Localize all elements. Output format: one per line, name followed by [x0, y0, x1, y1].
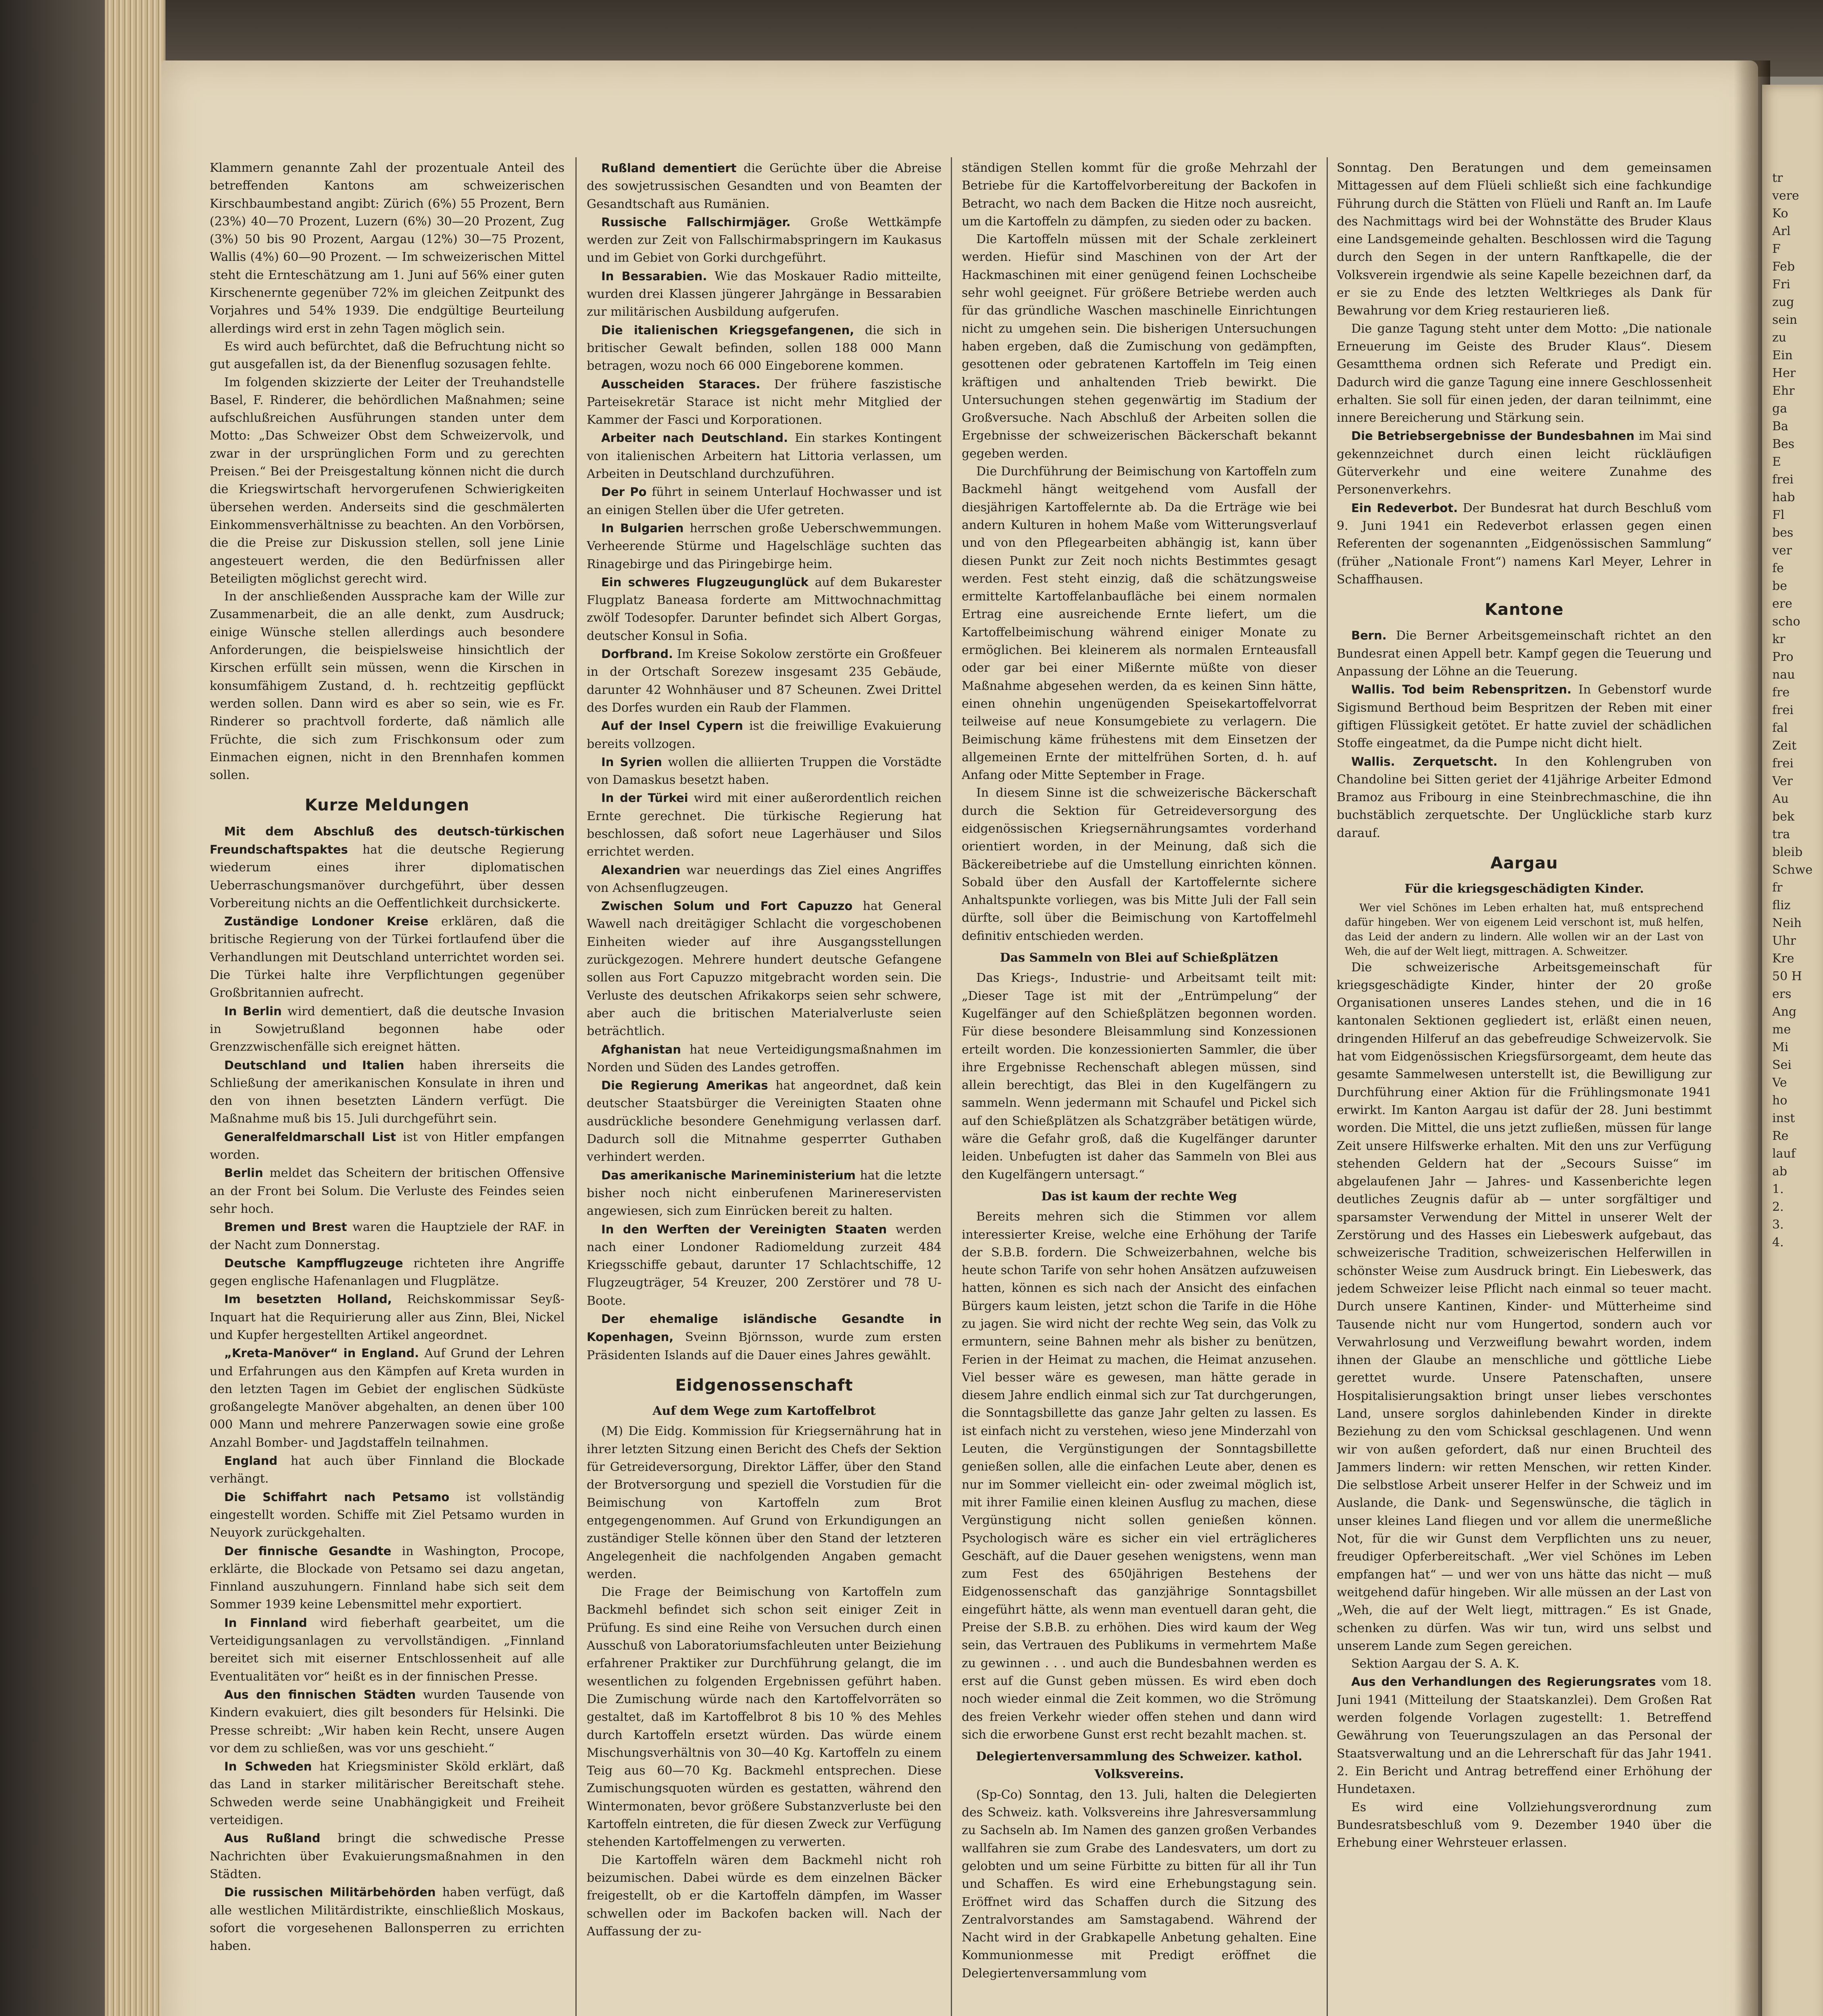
paragraph-text: wird mit einer außerordentlich reichen Ernte gerechnet. Die türkische Regierung hat beschlossen, daß sofort neue Lagerhäuser und Silos errichtet werden.	[587, 791, 942, 859]
article-headline: Für die kriegsgeschädigten Kinder.	[1404, 882, 1644, 896]
news-item-lead: Der ehemalige isländische Gesandte in Kopenhagen,	[587, 1312, 942, 1344]
news-item	[210, 1128, 565, 1164]
section-heading: Aargau	[1490, 854, 1558, 873]
news-item	[210, 1164, 565, 1218]
facing-page-fragment: sein	[1772, 313, 1798, 327]
paragraph	[1337, 159, 1712, 320]
facing-page-fragment: Ba	[1772, 419, 1788, 433]
paragraph-text: hat die deutsche Regierung wiederum eines ihrer diplomatischen Ueberraschungsmanöver durchgeführt, über dessen Vorbereitung nichts an die Oeffentlichkeit durchsickerte.	[210, 842, 565, 910]
news-item	[587, 483, 942, 519]
paragraph-text: herrschen große Ueberschwemmungen. Verheerende Stürme und Hagelschläge suchten das Rinagebirge und das Piringebirge heim.	[587, 521, 942, 571]
paragraph-text: erklären, daß die britische Regierung von der Türkei fortlaufend über die Verhandlungen mit Deutschland unterrichtet worden sei. Die Türkei halte ihre Verpflichtungen gegenüber Großbritannien aufrecht.	[210, 914, 565, 1000]
news-item	[587, 717, 942, 753]
facing-page-fragment: zug	[1772, 295, 1794, 309]
news-item-lead: Russische Fallschirmjäger.	[601, 215, 791, 229]
facing-page-fragment: 50 H	[1772, 969, 1802, 983]
paragraph-text: vom 18. Juni 1941 (Mitteilung der Staatskanzlei). Dem Großen Rat werden folgende Vorlagen zugestellt: 1. Betreffend Gewährung von Teuerungszulagen an das Personal der Staatsverwaltung und an die Lehrerschaft für das Jahr 1941. 2. Ein Bericht und Antrag betreffend einer Erhöhung der Hundetaxen.	[1337, 1675, 1712, 1797]
news-item-lead: Aus den Verhandlungen des Regierungsrates	[1351, 1675, 1656, 1689]
paragraph-text: Große Wettkämpfe werden zur Zeit von Fallschirmabspringern im Kaukasus und im Gebiet von Gorki durchgeführt.	[587, 215, 942, 265]
facing-page-text-edge	[1772, 169, 1821, 2016]
facing-page-fragment: E	[1772, 455, 1781, 469]
facing-page-fragment: fal	[1772, 721, 1788, 735]
news-item-lead: Die Betriebsergebnisse der Bundesbahnen	[1351, 429, 1635, 443]
facing-page-fragment: fe	[1772, 561, 1784, 575]
news-item	[210, 1829, 565, 1883]
paragraph-text: meldet das Scheitern der britischen Offensive an der Front bei Solum. Die Verluste des Feindes seien sehr hoch.	[210, 1166, 565, 1216]
paragraph-text: Sektion Aargau der S. A. K.	[1351, 1657, 1519, 1671]
paragraph-text: die sich in britischer Gewalt befinden, sollen 188 000 Mann betragen, wozu noch 66 000 Eingeborene kommen.	[587, 323, 942, 373]
paragraph-text: Wer viel Schönes im Leben erhalten hat, muß entsprechend dafür hingeben. Wer von eigenem Leid verschont ist, muß helfen, das Leid der andern zu lindern. Alle wollen wir an der Last von Weh, die auf der Welt liegt, mittragen. A. Schweitzer.	[1345, 902, 1704, 958]
facing-page-fragment: nau	[1772, 668, 1795, 682]
news-item-lead: Ausscheiden Staraces.	[601, 377, 760, 391]
news-item	[587, 429, 942, 483]
news-item-lead: Die Schiffahrt nach Petsamo	[224, 1490, 450, 1504]
news-item-lead: In der Türkei	[601, 791, 688, 805]
news-item-lead: Deutsche Kampfflugzeuge	[224, 1256, 403, 1270]
facing-page-fragment: frei	[1772, 756, 1794, 771]
news-item	[210, 823, 565, 912]
paragraph	[210, 159, 565, 338]
paragraph-text: Der frühere faszistische Parteisekretär Starace ist nicht mehr Mitglied der Kammer der Fasci und Korporationen.	[587, 377, 942, 427]
paragraph-text: (M) Die Eidg. Kommission für Kriegsernährung hat in ihrer letzten Sitzung einen Bericht des Chefs der Sektion für Getreideversorgung, Direktor Läffer, über den Stand der Brotversorgung und speziell die Vorstudien für die Beimischung von Kartoffeln zum Brot entgegengenommen. Auf Grund von Erkundigungen an zuständiger Stelle können über den Stand der letzteren Angelegenheit die nachfolgenden Angaben gemacht werden.	[587, 1424, 942, 1581]
facing-page-fragment: frei	[1772, 703, 1794, 717]
news-item	[1337, 627, 1712, 681]
facing-page-fragment: Au	[1772, 792, 1789, 806]
facing-page-fragment: Neih	[1772, 916, 1802, 930]
facing-page-fragment: Mi	[1772, 1040, 1789, 1054]
paragraph-text: ständigen Stellen kommt für die große Mehrzahl der Betriebe für die Kartoffelvorbereitung der Backofen in Betracht, wo nach dem Backen die Hitze noch ausreicht, um die Kartoffeln zu dämpfen, zu sieden oder zu backen.	[962, 161, 1317, 229]
paragraph-text: war neuerdings das Ziel eines Angriffes von Achsenflugzeugen.	[587, 863, 942, 895]
paragraph	[1337, 959, 1712, 1656]
paragraph-text: Das Kriegs-, Industrie- und Arbeitsamt teilt mit: „Dieser Tage ist mit der „Entrümpelung“ der Kugelfänger auf den Schießplätzen begonnen worden. Für diese besondere Bleisammlung sind Konzessionen erteilt worden. Die konzessionierten Sammler, die über ihre Ergebnisse Rechenschaft ablegen müssen, sind allein berechtigt, das Blei in den Kugelfängern zu sammeln. Wenn jedermann mit Schaufel und Pickel sich auf den Schießplätzen als Schatzgräber betätigen würde, wäre die Gefahr groß, daß die Kugelfänger darunter leiden. Unbefugten ist daher das Sammeln von Blei aus den Kugelfängern untersagt.“	[962, 971, 1317, 1182]
paragraph-text: (Sp-Co) Sonntag, den 13. Juli, halten die Delegierten des Schweiz. kath. Volksvereins ihre Jahresversammlung zu Sachseln ab. Im Namen des ganzen großen Verbandes wallfahren sie zum Grabe des Landesvaters, um dort zu gelobten und um seine Fürbitte zu bitten für all ihr Tun und Schaffen. Es wird eine Erhebungstagung sein. Eröffnet wird das Schaffen durch die Sitzung des Zentralvorstandes am Samstagabend. Während der Nacht wird in der Grabkapelle Anbetung gehalten. Eine Kommunionmesse mit Predigt eröffnet die Delegiertenversammlung vom	[962, 1787, 1317, 1981]
news-item	[210, 1290, 565, 1344]
paragraph	[1337, 320, 1712, 427]
facing-page-fragment: Pro	[1772, 650, 1794, 664]
facing-page-fragment: ab	[1772, 1164, 1788, 1179]
news-item-lead: Wallis. Tod beim Rebenspritzen.	[1351, 683, 1572, 697]
facing-page-fragment: fre	[1772, 685, 1790, 700]
page-stack-edge	[105, 0, 165, 2016]
news-item	[210, 1056, 565, 1128]
paragraph	[962, 1208, 1317, 1744]
news-item-lead: Berlin	[224, 1166, 263, 1180]
news-item	[587, 213, 942, 267]
facing-page-fragment: Sei	[1772, 1058, 1792, 1072]
paragraph-text: Im Kreise Sokolow zerstörte ein Großfeuer in der Ortschaft Sorezew insgesamt 235 Gebäude, darunter 42 Wohnhäuser und 87 Scheunen. Zwei Drittel des Dorfes wurden ein Raub der Flammen.	[587, 647, 942, 715]
news-item-lead: Die russischen Militärbehörden	[224, 1885, 436, 1899]
facing-page-fragment: Arl	[1772, 224, 1791, 238]
column-rule	[951, 157, 952, 2016]
news-item-lead: Generalfeldmarschall List	[224, 1130, 396, 1144]
news-item-lead: Zwischen Solum und Fort Capuzzo	[601, 899, 853, 913]
news-item	[210, 1542, 565, 1614]
paragraph-text: Reichskommissar Seyß-Inquart hat die Requirierung aller aus Zinn, Blei, Nickel und Kupfer hergestellten Artikel angeordnet.	[210, 1292, 565, 1342]
paragraph	[962, 1786, 1317, 1983]
news-item	[587, 321, 942, 375]
news-item	[210, 1488, 565, 1542]
news-item	[210, 1344, 565, 1452]
news-item-lead: Der Po	[601, 485, 647, 499]
paragraph-text: hat General Wawell nach dreitägiger Schlacht die vorgeschobenen Einheiten wieder auf ihre Ausgangsstellungen zurückgezogen. Mehrere hundert deutsche Gefangene sollen aus Fort Capuzzo mitgebracht worden sein. Die Verluste des deutschen Afrikakorps seien sehr schwere, aber auch die britischen Materialverluste seien beträchtlich.	[587, 899, 942, 1039]
paragraph-text: Sonntag. Den Beratungen und dem gemeinsamen Mittagessen auf dem Flüeli schließt sich eine fachkundige Führung durch die Stätten von Flüeli und Ranft an. Im Laufe des Nachmittags wird bei der Wohnstätte des Bruder Klaus eine Landsgemeinde gehalten. Beschlossen wird die Tagung durch den Segen in der untern Ranftkapelle, die der Volksverein irgendwie als seine Kapelle bezeichnen darf, da er sie zu Ende des letzten Weltkrieges als Dank für Bewahrung vor dem Krieg restaurieren ließ.	[1337, 161, 1712, 318]
paragraph-text: Es wird auch befürchtet, daß die Befruchtung nicht so gut ausgefallen ist, da der Bienenflug sozusagen fehlte.	[210, 339, 565, 372]
article-column-1	[210, 159, 565, 2016]
facing-page-fragment: scho	[1772, 614, 1800, 629]
paragraph-text: bringt die schwedische Presse Nachrichten über Evakuierungsmaßnahmen in den Städten.	[210, 1831, 565, 1881]
news-item	[587, 573, 942, 645]
news-item	[1337, 499, 1712, 589]
news-item	[210, 1452, 565, 1488]
paragraph-text: hat die letzte bisher noch nicht einberufenen Marinereservisten angewiesen, sich zum Einrücken bereit zu halten.	[587, 1168, 942, 1218]
paragraph-text: haben ihrerseits die Schließung der amerikanischen Konsulate in ihren und den von ihnen besetzten Ländern verfügt. Die Maßnahme muß bis 15. Juli durchgeführt sein.	[210, 1058, 565, 1126]
news-item	[1337, 681, 1712, 752]
news-item-lead: Rußland dementiert	[601, 161, 737, 175]
facing-page-fragment: tra	[1772, 827, 1790, 841]
facing-page-fragment: bleib	[1772, 845, 1803, 859]
facing-page-fragment: Ver	[1772, 774, 1793, 788]
facing-page-fragment: Ein	[1772, 348, 1793, 362]
facing-page-fragment: be	[1772, 579, 1787, 593]
paragraph	[1337, 1799, 1712, 1852]
facing-page-fragment: fr	[1772, 881, 1783, 895]
paragraph-text: ist von Hitler empfangen worden.	[210, 1130, 565, 1162]
paragraph-text: führt in seinem Unterlauf Hochwasser und ist an einigen Stellen über die Ufer getreten.	[587, 485, 942, 517]
article-column-4	[1337, 159, 1712, 2016]
news-item-lead: Alexandrien	[601, 863, 681, 877]
paragraph	[1337, 901, 1712, 959]
news-item-lead: Zuständige Londoner Kreise	[224, 914, 429, 929]
paragraph-text: richteten ihre Angriffe gegen englische Hafenanlagen und Flugplätze.	[210, 1256, 565, 1289]
paragraph	[587, 1583, 942, 1851]
paragraph-text: in Washington, Procope, erklärte, die Blockade von Petsamo sei dazu angetan, Finnland auszuhungern. Finnland habe sich seit dem Sommer 1939 keine Lebensmittel mehr exportiert.	[210, 1544, 565, 1612]
paragraph-text: Die Kartoffeln müssen mit der Schale zerkleinert werden. Hiefür sind Maschinen von der Art der Hackmaschinen mit einer genügend feinen Lochscheibe sehr wohl geeignet. Für größere Betriebe werden auch für das gründliche Waschen maschinelle Einrichtungen nicht zu umgehen sein. Die bisherigen Untersuchungen haben ergeben, daß die Zumischung von gedämpften, gesottenen oder gebratenen Kartoffeln im Teig einen kräftigen und anhaltenden Trieb bewirkt. Die Untersuchungen stehen gegenwärtig im Stadium der Großversuche. Nach Abschluß der Arbeiten sollen die Ergebnisse der schweizerischen Bäckerschaft bekannt gegeben werden.	[962, 232, 1317, 461]
news-item	[210, 1002, 565, 1056]
news-item-lead: Bremen und Brest	[224, 1220, 347, 1234]
news-item-lead: In Schweden	[224, 1760, 312, 1774]
news-item-lead: Afghanistan	[601, 1042, 681, 1056]
news-item	[587, 645, 942, 717]
news-item	[587, 1310, 942, 1364]
paragraph-text: In Gebenstorf wurde Sigismund Berthoud beim Bespritzen der Reben mit einer giftigen Flüssigkeit getötet. Er hatte zuviel der schädlichen Stoffe eingeatmet, da die Pumpe nicht dicht hielt.	[1337, 683, 1712, 751]
paragraph-text: ist vollständig eingestellt worden. Schiffe mit Ziel Petsamo wurden in Neuyork zurückgehalten.	[210, 1490, 565, 1540]
facing-page-fragment: lauf	[1772, 1147, 1796, 1161]
news-item-lead: In den Werften der Vereinigten Staaten	[601, 1222, 887, 1236]
news-item-lead: Aus Rußland	[224, 1831, 321, 1845]
article-headline: Das ist kaum der rechte Weg	[1041, 1189, 1237, 1204]
paragraph-text: In den Kohlengruben von Chandoline bei Sitten geriet der 41jährige Arbeiter Edmond Bramoz aus Fribourg in eine Steinbrechmaschine, die ihn buchstäblich zerquetschte. Der Unglückliche starb kurz darauf.	[1337, 754, 1712, 840]
news-item	[587, 753, 942, 789]
paragraph	[210, 588, 565, 784]
news-item	[210, 1254, 565, 1291]
news-item	[587, 897, 942, 1040]
news-item-lead: In Bessarabien.	[601, 269, 707, 283]
paragraph	[587, 1851, 942, 1941]
news-item-lead: In Finnland	[224, 1616, 307, 1630]
news-item	[210, 1758, 565, 1829]
news-item	[587, 375, 942, 429]
news-item	[1337, 1673, 1712, 1798]
facing-page-fragment: Re	[1772, 1129, 1789, 1143]
news-item	[587, 267, 942, 321]
column-rule	[575, 157, 577, 2016]
paragraph	[962, 784, 1317, 945]
column-rule	[1327, 157, 1328, 2016]
paragraph-text: auf dem Bukarester Flugplatz Baneasa forderte am Mittwochnachmittag zwölf Todesopfer. Darunter befindet sich Albert Gorgas, deutscher Konsul in Sofia.	[587, 575, 942, 643]
paragraph-text: Die Frage der Beimischung von Kartoffeln zum Backmehl befindet sich schon seit einiger Zeit in Prüfung. Es sind eine Reihe von Versuchen durch einen Ausschuß von Laboratoriumsfachleuten unter Beiziehung erfahrener Praktiker zur Durchführung gelangt, die im wesentlichen zu folgenden Ergebnissen geführt haben. Die Zumischung würde nach den Kartoffelvorräten so gestaltet, daß im Kartoffelbrot 8 bis 10 % des Mehles durch Kartoffeln ersetzt würden. Das würde einem Mischungsverhältnis von 30—40 Kg. Kartoffeln zu einem Teig aus 60—70 Kg. Backmehl entsprechen. Diese Zumischungsquoten würden es gestatten, während den Wintermonaten, bevor größere Substanzverluste bei den Kartoffeln eintreten, die für diesen Zweck zur Verfügung stehenden Kartoffelmengen zu verwerten.	[587, 1585, 942, 1849]
paragraph-text: Die Berner Arbeitsgemeinschaft richtet an den Bundesrat einen Appell betr. Kampf gegen die Teuerung und Anpassung der Löhne an die Teuerung.	[1337, 629, 1712, 679]
paragraph-text: wird dementiert, daß die deutsche Invasion in Sowjetrußland begonnen habe oder Grenzzwischenfälle sich ereignet hätten.	[210, 1004, 565, 1054]
facing-page-fragment: kr	[1772, 632, 1785, 646]
news-item-lead: Im besetzten Holland,	[224, 1292, 392, 1306]
paragraph-text: hat angeordnet, daß kein deutscher Staatsbürger die Vereinigten Staaten ohne ausdrückliche besondere Genehmigung verlassen darf. Dadurch soll die Mitnahme gesperrter Guthaben verhindert werden.	[587, 1079, 942, 1164]
facing-page-fragment: ver	[1772, 544, 1792, 558]
paragraph-text: waren die Hauptziele der RAF. in der Nacht zum Donnerstag.	[210, 1220, 565, 1252]
facing-page-fragment: 2.	[1772, 1200, 1784, 1214]
paragraph-text: Die schweizerische Arbeitsgemeinschaft für kriegsgeschädigte Kinder, hinter der 20 große Organisationen unseres Landes stehen, und die in 16 kantonalen Sektionen gegliedert ist, erläßt einen neuen, dringenden Hilferuf an das gebefreudige Schweizervolk. Sie hat vom Eidgenössischen Kriegsfürsorgeamt, dem heute das gesamte Sammelwesen unterstellt ist, die Bewilligung zur Durchführung einer Aktion für die Frühlingsmonate 1941 erwirkt. Im Kanton Aargau ist dafür der 28. Juni bestimmt worden. Die Mittel, die uns jetzt zufließen, müssen für lange Zeit unsere Hilfswerke erhalten. Mit den uns zur Verfügung stehenden Geldern hat der „Secours Suisse“ im abgelaufenen Jahr — Jahres- und Kassenberichte legen deutliches Zeugnis dafür ab — unter sorgfältiger und sparsamster Verwendung der Mittel in unserer Welt der Zerstörung und des Hasses ein Liebeswerk aufgebaut, das schweizerische Tradition, schweizerischen Helferwillen in schönster Weise zum Ausdruck bringt. Ein Liebeswerk, das jedem Schweizer leise Pflicht nach einmal so teuer macht. Durch unsere Kantinen, Kinder- und Mütterheime sind Tausende nicht nur vom Hungertod, sondern auch vor Verwahrlosung und Verzweiflung bewahrt worden, indem ihnen der Glaube an menschliche und göttliche Liebe gerettet wurde. Unsere Patenschaften, unsere Hospitalisierungsaktion bringt unser liebes verschontes Land, unsere sorglos dahinlebenden Kinder in direkte Beziehung zu den vom Schicksal geschlagenen. Und wenn wir von außen gefordert, daß nur einen Bruchteil des Jammers lindern: wir retten Menschen, wir retten Kinder. Die selbstlose Arbeit unserer Helfer in der Schweiz und im Auslande, die Dank- und Segenswünsche, die täglich in unser kleines Land fliegen und vor allem die unermeßliche Not, für die wir Gunst dem Verpflichten uns zu neuer, freudiger Opferbereitschaft. „Wer viel Schönes im Leben empfangen hat“ — und wer von uns hätte das nicht — muß weitgehend dafür hingeben. Wir alle müssen an der Last von „Weh, die auf der Welt liegt, mittragen.“ Es ist Gnade, schenken zu dürfen. Was wir tun, wird uns selbst und unserem Lande zum Segen gereichen.	[1337, 960, 1712, 1653]
news-item-lead: „Kreta-Manöver“ in England.	[224, 1346, 419, 1360]
paragraph	[962, 463, 1317, 784]
facing-page-fragment: Ko	[1772, 206, 1788, 221]
paragraph	[962, 159, 1317, 231]
paragraph-text: In der anschließenden Aussprache kam der Wille zur Zusammenarbeit, die an alle denkt, zum Ausdruck; einige Wünsche stellen allerdings auch besondere Anforderungen, die beispielsweise hinsichtlich der Kirschen erfüllt sein müssen, wenn die Kirschen in konsumfähigem Zustand, d. h. rechtzeitig gepflückt werden sollen. Dann wird es aber so sein, wie es Fr. Rinderer so prachtvoll forderte, daß nämlich alle Früchte, die sich zum Frischkonsum oder zum Einmachen eignen, nicht in den Brennhafen kommen sollen.	[210, 589, 565, 783]
news-item	[587, 1077, 942, 1166]
news-item	[587, 1041, 942, 1077]
facing-page-fragment: Schwe	[1772, 863, 1813, 877]
facing-page-fragment: fliz	[1772, 898, 1791, 912]
paragraph-text: Die Durchführung der Beimischung von Kartoffeln zum Backmehl hängt weitgehend vom Ausfall der diesjährigen Kartoffelernte ab. Da die Erträge wie bei andern Kulturen in hohem Maße vom Witterungsverlauf und von den Pflegearbeiten abhängig ist, kann über diesen Punkt zur Zeit noch nichts Bestimmtes gesagt werden. Fest steht einzig, daß die schätzungsweise ermittelte Kartoffelanbaufläche bei einem normalen Ertrag eine ausreichende Ernte liefert, um die Kartoffelbeimischung während einiger Monate zu ermöglichen. Bei kleinerem als normalen Ernteausfall oder gar bei einer Mißernte müßte von dieser Maßnahme abgesehen werden, da es keinen Sinn hätte, einen ohnehin ungenügenden Speisekartoffelvorrat teilweise auf neue Konsumgebiete zu verlagern. Die Beimischung käme frühestens mit dem Einsetzen der allgemeinen Ernte der mittelfrühen Sorten, d. h. auf Anfang oder Mitte September in Frage.	[962, 464, 1317, 783]
facing-page-fragment: frei	[1772, 473, 1794, 487]
facing-page-fragment: Feb	[1772, 260, 1795, 274]
facing-page-fragment: 4.	[1772, 1235, 1784, 1250]
news-item-lead: Bern.	[1351, 629, 1387, 643]
facing-page-fragment: me	[1772, 1023, 1791, 1037]
facing-page-fragment: F	[1772, 242, 1781, 256]
paragraph	[1337, 1655, 1712, 1673]
facing-page-fragment: ere	[1772, 597, 1792, 611]
news-item	[210, 1218, 565, 1254]
paragraph-text: In diesem Sinne ist die schweizerische Bäckerschaft durch die Sektion für Getreideversorgung des eidgenössischen Kriegsernährungsamtes vorderhand orientiert worden, in der Meinung, daß sich die Bäckereibetriebe auf die Umstellung einrichten können. Sobald über den Ausfall der Kartoffelernte sichere Anhaltspunkte vorliegen, was bis Mitte Juli der Fall sein dürfte, soll über die Beimischung von Kartoffelmehl definitiv entschieden werden.	[962, 786, 1317, 943]
news-item-lead: Das amerikanische Marineministerium	[601, 1168, 856, 1182]
news-item	[210, 1686, 565, 1758]
section-heading: Kurze Meldungen	[304, 796, 470, 815]
news-item	[587, 861, 942, 898]
paragraph-text: hat auch über Finnland die Blockade verhängt.	[210, 1454, 565, 1486]
paragraph	[962, 231, 1317, 463]
paragraph-text: die Gerüchte über die Abreise des sowjetrussischen Gesandten und von Beamten der Gesandtschaft aus Rumänien.	[587, 161, 942, 211]
facing-page-fragment: bes	[1772, 526, 1794, 540]
facing-page-fragment: inst	[1772, 1111, 1795, 1125]
paragraph-text: wurden Tausende von Kindern evakuiert, dies gilt besonders für Helsinki. Die Presse schreibt: „Wir haben kein Recht, unsere Augen vor dem zu schließen, was vor uns geschieht.“	[210, 1687, 565, 1756]
news-item-lead: Der finnische Gesandte	[224, 1544, 392, 1558]
paragraph-text: hat Kriegsminister Sköld erklärt, daß das Land in starker militärischer Bereitschaft stehe. Schweden werde seine Unabhängigkeit und Freiheit verteidigen.	[210, 1760, 565, 1828]
facing-page-fragment: Zeit	[1772, 739, 1797, 753]
facing-page-fragment: 3.	[1772, 1218, 1784, 1232]
news-item	[587, 1166, 942, 1220]
news-item	[210, 1614, 565, 1686]
section-heading: Kantone	[1485, 600, 1564, 619]
news-item	[587, 1220, 942, 1310]
news-item-lead: Dorfbrand.	[601, 647, 673, 661]
facing-page-fragment: ers	[1772, 987, 1792, 1001]
paragraph-text: Der Bundesrat hat durch Beschluß vom 9. Juni 1941 ein Redeverbot erlassen gegen einen Referenten der sogenannten „Eidgenössischen Sammlung“ (früher „Nationale Front“) namens Karl Meyer, Lehrer in Schaffhausen.	[1337, 501, 1712, 587]
paragraph-text: Klammern genannte Zahl der prozentuale Anteil des betreffenden Kantons am schweizerischen Kirschbaumbestand angibt: Zürich (6%) 55 Prozent, Bern (23%) 40—70 Prozent, Luzern (6%) 30—20 Prozent, Zug (3%) 50 bis 90 Prozent, Aargau (12%) 30—75 Prozent, Wallis (4%) 60—90 Prozent. — Im schweizerischen Mittel steht die Ernteschätzung am 1. Juni auf 56% einer guten Kirschenernte gegenüber 72% im gleichen Zeitpunkt des Vorjahres und 54% 1939. Die endgültige Beurteilung allerdings wird erst in zehn Tagen möglich sein.	[210, 161, 565, 336]
paragraph-text: wird fieberhaft gearbeitet, um die Verteidigungsanlagen zu vervollständigen. „Finnland bereitet sich mit eiserner Entschlossenheit auf alle Eventualitäten vor“ heißt es in der finnischen Presse.	[210, 1616, 565, 1684]
news-item-lead: Ein schweres Flugzeugunglück	[601, 575, 808, 589]
news-item-lead: Die Regierung Amerikas	[601, 1079, 768, 1093]
paragraph-text: Auf Grund der Lehren und Erfahrungen aus den Kämpfen auf Kreta wurden in den letzten Tagen im Gebiet der englischen Südküste großangelegte Manöver abgehalten, an denen über 100 000 Mann und mehrere Panzerwagen sowie eine große Anzahl Bomber- und Jagdstaffeln teilnahmen.	[210, 1346, 565, 1450]
facing-page-fragment: Ehr	[1772, 384, 1795, 398]
paragraph-text: Es wird eine Vollziehungsverordnung zum Bundesratsbeschluß vom 9. Dezember 1940 über die Erhebung einer Wehrsteuer erlassen.	[1337, 1800, 1712, 1850]
facing-page-fragment: Her	[1772, 366, 1796, 380]
article-headline: Das Sammeln von Blei auf Schießplätzen	[1000, 951, 1279, 965]
news-item-lead: Auf der Insel Cypern	[601, 719, 743, 733]
news-item-lead: Mit dem Abschluß des deutsch-türkischen Freundschaftspaktes	[210, 824, 565, 856]
article-headline: Auf dem Wege zum Kartoffelbrot	[652, 1404, 876, 1418]
paragraph-text: Sveinn Björnsson, wurde zum ersten Präsidenten Islands auf die Dauer eines Jahres gewählt.	[587, 1330, 942, 1362]
news-item	[1337, 753, 1712, 842]
paragraph-text: hat neue Verteidigungsmaßnahmen im Norden und Süden des Landes getroffen.	[587, 1042, 942, 1075]
news-item	[210, 912, 565, 1002]
facing-page-fragment: Ve	[1772, 1076, 1787, 1090]
article-column-3	[962, 159, 1317, 2016]
news-item-lead: In Bulgarien	[601, 521, 684, 535]
section-heading: Eidgenossenschaft	[675, 1376, 853, 1395]
paragraph-text: Die ganze Tagung steht unter dem Motto: „Die nationale Erneuerung im Geiste des Bruder Klaus“. Diesem Gesamtthema ordnen sich Referate und Predigt ein. Dadurch wird die ganze Tagung eine innere Geschlossenheit erhalten. Sie soll für einen jeden, der daran teilnimmt, eine innere Bereicherung und Stärkung sein.	[1337, 321, 1712, 425]
facing-page-fragment: Ang	[1772, 1005, 1797, 1019]
news-item-lead: Wallis. Zerquetscht.	[1351, 754, 1498, 768]
paragraph	[210, 374, 565, 588]
facing-page-fragment: Fri	[1772, 277, 1790, 292]
paragraph	[962, 969, 1317, 1184]
facing-page-fragment: Kre	[1772, 952, 1794, 966]
paragraph	[587, 1422, 942, 1583]
news-item-lead: Deutschland und Italien	[224, 1058, 404, 1072]
facing-page-fragment: Uhr	[1772, 934, 1796, 948]
news-item	[587, 519, 942, 573]
article-column-2	[587, 159, 942, 2016]
article-headline: Delegiertenversammlung des Schweizer. kathol. Volksvereins.	[976, 1749, 1302, 1782]
news-item-lead: In Berlin	[224, 1004, 282, 1018]
facing-page-fragment: 1.	[1772, 1182, 1784, 1196]
facing-page-fragment: tr	[1772, 171, 1783, 185]
news-item	[587, 789, 942, 861]
news-item-lead: In Syrien	[601, 755, 662, 769]
news-item	[1337, 427, 1712, 499]
paragraph-text: Wie das Moskauer Radio mitteilte, wurden drei Klassen jüngerer Jahrgänge in Bessarabien zur militärischen Ausbildung aufgerufen.	[587, 269, 942, 319]
news-item-lead: Aus den finnischen Städten	[224, 1687, 416, 1702]
facing-page-fragment: zu	[1772, 331, 1787, 345]
paragraph-text: Die Kartoffeln wären dem Backmehl nicht roh beizumischen. Dabei würde es dem einzelnen Bäcker freigestellt, ob er die Kartoffeln dämpfen, im Wasser schwellen oder im Backofen backen will. Nach der Auffassung der zu-	[587, 1853, 942, 1939]
paragraph-text: wollen die alliierten Truppen die Vorstädte von Damaskus besetzt haben.	[587, 755, 942, 787]
paragraph-text: haben verfügt, daß alle westlichen Militärdistrikte, einschließlich Moskaus, sofort die vorgesehenen Ballonsperren zu errichten haben.	[210, 1885, 565, 1954]
paragraph-text: Bereits mehren sich die Stimmen vor allem interessierter Kreise, welche eine Erhöhung der Tarife der S.B.B. fordern. Die Schweizerbahnen, welche bis heute schon Tarife von sehr hohen Ansätzen aufzuweisen hatten, können es sich nach der Ansicht des einfachen Bürgers kaum leisten, jetzt schon die Tarife in die Höhe zu jagen. Sie wird nicht der rechte Weg sein, das Volk zu ermuntern, seine Bahnen mehr als bisher zu benützen, Ferien in der Heimat zu machen, die Heimat anzusehen. Viel besser wäre es gewesen, man hätte gerade in diesem Jahre endlich einmal sich zur Tat durchgerungen, die Sonntagsbillette das ganze Jahr gelten zu lassen. Es ist einfach nicht zu verstehen, wieso jene Minderzahl von Leuten, die Vergünstigungen der Sonntagsbillette genießen sollen, alle die einfachen Leute aber, denen es nur im Sommer vielleicht ein- oder zweimal möglich ist, mit ihrer Familie einen kleinen Ausflug zu machen, diese Vergünstigung nicht sollen genießen können. Psychologisch wäre es sicher ein viel erträglicheres Geschäft, auf die Dauer gesehen wenigstens, wenn man zum Fest des 650jährigen Bestehens der Eidgenossenschaft das ganzjährige Sonntagsbillet eingeführt hätte, als wenn man eventuell daran geht, die Preise der S.B.B. zu erhöhen. Dies wird kaum der Weg sein, das Vertrauen des Publikums in vermehrtem Maße zu gewinnen . . . und auch die Bundesbahnen werden es erst auf die Gunst geben müssen. Es wird eben doch noch wieder einmal die Zeit kommen, wo die Strömung des freien Verkehr wieder offen stehen und dann wird sich die erworbene Gunst erst recht bezahlt machen. st.	[962, 1210, 1317, 1742]
news-item-lead: Die italienischen Kriegsgefangenen,	[601, 323, 854, 337]
facing-page-fragment: vere	[1772, 189, 1799, 203]
facing-page-fragment: Bes	[1772, 437, 1795, 451]
paragraph-text: ist die freiwillige Evakuierung bereits vollzogen.	[587, 719, 942, 751]
news-item	[210, 1883, 565, 1955]
facing-page-fragment: ho	[1772, 1093, 1788, 1108]
facing-page-fragment: bek	[1772, 810, 1795, 824]
paragraph-text: Ein starkes Kontingent von italienischen Arbeitern hat Littoria verlassen, um Arbeiten in Deutschland durchzuführen.	[587, 431, 942, 481]
facing-page-fragment: hab	[1772, 490, 1795, 504]
news-item-lead: England	[224, 1454, 278, 1468]
paragraph-text: werden nach einer Londoner Radiomeldung zurzeit 484 Kriegsschiffe gebaut, darunter 17 Schlachtschiffe, 12 Flugzeugträger, 54 Kreuzer, 200 Zerstörer und 78 U-Boote.	[587, 1222, 942, 1308]
news-item-lead: Arbeiter nach Deutschland.	[601, 431, 788, 445]
news-item-lead: Ein Redeverbot.	[1351, 501, 1458, 515]
paragraph-text: Im folgenden skizzierte der Leiter der Treuhandstelle Basel, F. Rinderer, die behördlichen Maßnahmen; seine aufschlußreichen Ausführungen standen unter dem Motto: „Das Schweizer Obst dem Schweizervolk, und zwar in der ursprünglichen Form und zu gerechten Preisen.“ Bei der Preisgestaltung können nicht die durch die Kriegswirtschaft hervorgerufenen Schwierigkeiten übersehen werden. Anderseits sind die geschmälerten Einkommensverhältnisse zu beachten. An den Vorbörsen, die die Preise zur Diskussion stellen, soll jene Linie angesteuert werden, die den Bedürfnissen aller Beteiligten möglichst gerecht wird.	[210, 375, 565, 586]
paragraph-text: im Mai sind gekennzeichnet durch einen leicht rückläufigen Güterverkehr und eine weitere Zunahme des Personenverkehrs.	[1337, 429, 1712, 497]
news-item	[587, 159, 942, 213]
facing-page-fragment: Fl	[1772, 508, 1785, 522]
paragraph	[210, 338, 565, 374]
facing-page-fragment: ga	[1772, 402, 1788, 416]
